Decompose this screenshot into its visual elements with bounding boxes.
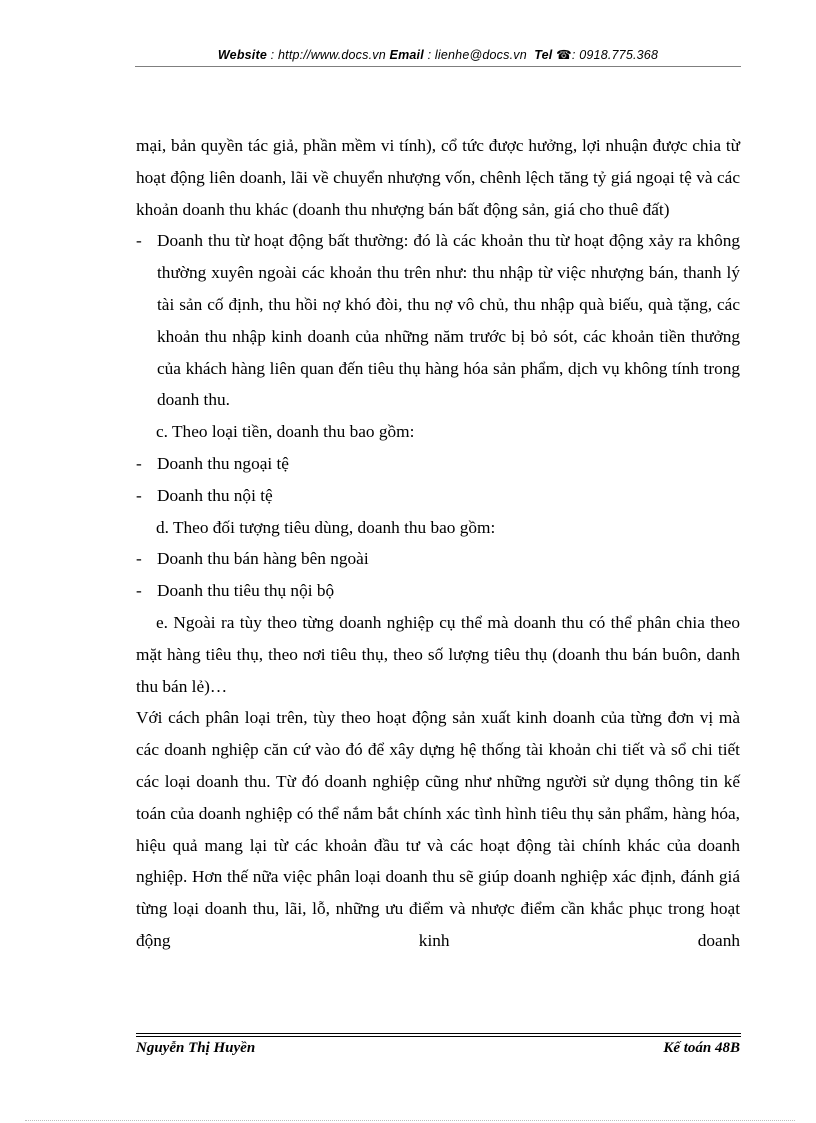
bullet-dash: - xyxy=(136,453,142,473)
email-separator: : xyxy=(423,48,435,62)
page-header xyxy=(135,47,741,67)
email-label: Email xyxy=(389,48,424,62)
closing-paragraph: Với cách phân loại trên, tùy theo hoạt động sản xuất kinh doanh của từng đơn vị mà các doanh nghiệp căn cứ vào đó để xây dựng hệ thống tài khoản chi tiết và sổ chi tiết các loại doanh thu. Từ đó doanh nghiệp cũng như những người sử dụng thông tin kế toán của doanh nghiệp có thể nắm bắt chính xác tình hình tiêu thụ sản phẩm, hàng hóa, hiệu quả mang lại từ các khoản đầu tư và các hoạt động tài chính khác của doanh nghiệp. Hơn thế nữa việc phân loại doanh thu sẽ giúp doanh nghiệp xác định, đánh giá từng loại doanh thu, lãi, lỗ, những ưu điểm và nhược điểm cần khắc phục trong hoạt động kinh doanh xyxy=(136,708,740,950)
list-item xyxy=(136,543,740,575)
bullet-dash: - xyxy=(136,549,142,569)
bullet-dash: - xyxy=(136,581,142,601)
website-separator: : xyxy=(267,48,279,62)
list-item-text: Doanh thu ngoại tệ xyxy=(157,453,289,473)
list-item-text: Doanh thu từ hoạt động bất thường: đó là các khoản thu từ hoạt động xảy ra không thường xuyên ngoài các khoản thu trên như: thu nhập từ việc nhượng bán, thanh lý tài sản cố định, thu hồi nợ khó đòi, thu nợ vô chủ, thu nhập quà biếu, quà tặng, các khoản thu nhập kinh doanh của những năm trước bị bỏ sót, các khoản tiền thưởng của khách hàng liên quan đến tiêu thụ hàng hóa sản phẩm, dịch vụ không tính trong doanh thu. xyxy=(157,231,740,410)
section-heading-c: c. Theo loại tiền, doanh thu bao gồm: xyxy=(156,422,415,442)
section-heading-d: d. Theo đối tượng tiêu dùng, doanh thu bao gồm: xyxy=(156,517,496,537)
page-bottom-border xyxy=(25,1120,795,1121)
header-divider xyxy=(135,66,741,67)
website-label: Website xyxy=(217,48,267,62)
bullet-dash: - xyxy=(136,231,142,251)
footer-class: Kế toán 48B xyxy=(663,1040,740,1056)
telephone-icon: ☎ xyxy=(556,48,572,62)
list-item-text: Doanh thu nội tệ xyxy=(157,485,273,505)
list-item xyxy=(136,575,740,607)
footer-divider-thin xyxy=(136,1036,741,1037)
list-item-text: Doanh thu tiêu thụ nội bộ xyxy=(157,581,335,601)
tel-label: Tel xyxy=(534,48,553,62)
paragraph-continuation: mại, bản quyền tác giả, phần mềm vi tính), cổ tức được hưởng, lợi nhuận được chia từ hoạt động liên doanh, lãi về chuyển nhượng vốn, chênh lệch tăng tỷ giá ngoại tệ và các khoản doanh thu khác (doanh thu nhượng bán bất động sản, giá cho thuê đất) xyxy=(136,136,740,219)
tel-value: : 0918.775.368 xyxy=(571,48,659,62)
list-item xyxy=(136,480,740,512)
footer-author: Nguyễn Thị Huyền xyxy=(136,1040,256,1056)
list-item-text: Doanh thu bán hàng bên ngoài xyxy=(157,549,369,569)
list-item xyxy=(136,448,740,480)
website-url[interactable]: http://www.docs.vn xyxy=(278,48,386,62)
list-item xyxy=(136,225,740,416)
section-paragraph-e: e. Ngoài ra tùy theo từng doanh nghiệp cụ thể mà doanh thu có thể phân chia theo mặt hàng tiêu thụ, theo nơi tiêu thụ, theo số lượng tiêu thụ (doanh thu bán buôn, danh thu bán lẻ)… xyxy=(136,612,740,696)
bullet-dash: - xyxy=(136,485,142,505)
email-value[interactable]: lienhe@docs.vn xyxy=(434,48,527,62)
footer-divider-thick xyxy=(136,1033,741,1034)
document-body xyxy=(136,130,740,957)
